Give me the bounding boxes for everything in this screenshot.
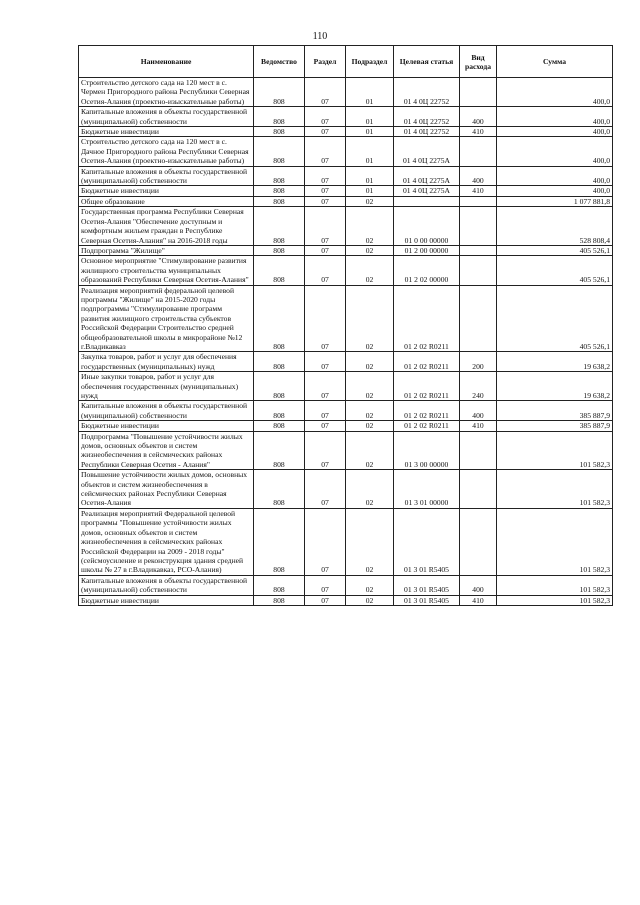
cell-target-article: 01 4 0Ц 2275А (394, 186, 460, 196)
cell-name: Бюджетные инвестиции (79, 127, 254, 137)
cell-target-article: 01 4 0Ц 22752 (394, 78, 460, 107)
cell-name: Капитальные вложения в объекты государственной (муниципальной) собственности (79, 107, 254, 127)
table-row (79, 421, 613, 431)
cell-department: 808 (254, 186, 305, 196)
cell-sum: 101 582,3 (497, 575, 613, 595)
cell-section: 07 (305, 127, 346, 137)
cell-section: 07 (305, 431, 346, 470)
cell-department: 808 (254, 470, 305, 509)
table-row (79, 401, 613, 421)
cell-sum: 19 638,2 (497, 372, 613, 401)
header-target-article: Целевая статья (394, 46, 460, 78)
cell-department: 808 (254, 207, 305, 246)
cell-department: 808 (254, 401, 305, 421)
cell-section: 07 (305, 352, 346, 372)
cell-department: 808 (254, 245, 305, 255)
cell-sum: 405 526,1 (497, 245, 613, 255)
cell-name: Реализация мероприятий Федеральной целевой программы "Повышение устойчивости жилых домов, основных объектов и систем жизнеобеспечения в сейсмических районах Российской Федерации на 2009 - 2018 годы" (сейсмоусиление и реконструкция здания средней школы № 27 в г.Владикавказ, РСО-Алания) (79, 508, 254, 575)
cell-department: 808 (254, 285, 305, 352)
cell-name: Основное мероприятие "Стимулирование развития жилищного строительства муниципальных образований Республики Северная Осетия-Алания" (79, 256, 254, 285)
cell-department: 808 (254, 196, 305, 206)
cell-department: 808 (254, 431, 305, 470)
header-subsection: Подраздел (346, 46, 394, 78)
cell-department: 808 (254, 78, 305, 107)
cell-expense-type (460, 285, 497, 352)
cell-section: 07 (305, 166, 346, 186)
cell-expense-type: 400 (460, 107, 497, 127)
cell-section: 07 (305, 137, 346, 166)
cell-department: 808 (254, 372, 305, 401)
cell-department: 808 (254, 421, 305, 431)
cell-sum: 101 582,3 (497, 508, 613, 575)
header-sum: Сумма (497, 46, 613, 78)
cell-sum: 101 582,3 (497, 595, 613, 605)
cell-subsection: 01 (346, 127, 394, 137)
table-row (79, 508, 613, 575)
table-row (79, 431, 613, 470)
cell-name: Бюджетные инвестиции (79, 595, 254, 605)
cell-subsection: 01 (346, 78, 394, 107)
cell-target-article: 01 2 02 R0211 (394, 352, 460, 372)
cell-subsection: 02 (346, 431, 394, 470)
cell-name: Капитальные вложения в объекты государственной (муниципальной) собственности (79, 166, 254, 186)
cell-sum: 400,0 (497, 186, 613, 196)
cell-target-article: 01 4 0Ц 2275А (394, 166, 460, 186)
table-row (79, 196, 613, 206)
cell-expense-type: 410 (460, 421, 497, 431)
cell-target-article: 01 2 02 R0211 (394, 372, 460, 401)
table-row (79, 207, 613, 246)
table-row (79, 107, 613, 127)
cell-subsection: 01 (346, 137, 394, 166)
cell-target-article: 01 3 01 R5405 (394, 575, 460, 595)
cell-sum: 19 638,2 (497, 352, 613, 372)
cell-section: 07 (305, 285, 346, 352)
cell-name: Капитальные вложения в объекты государственной (муниципальной) собственности (79, 575, 254, 595)
cell-expense-type: 200 (460, 352, 497, 372)
cell-sum: 405 526,1 (497, 285, 613, 352)
cell-section: 07 (305, 245, 346, 255)
table-row (79, 78, 613, 107)
cell-expense-type (460, 431, 497, 470)
cell-sum: 101 582,3 (497, 470, 613, 509)
header-section: Раздел (305, 46, 346, 78)
header-name: Наименование (79, 46, 254, 78)
cell-expense-type: 400 (460, 575, 497, 595)
cell-subsection: 01 (346, 186, 394, 196)
table-row (79, 575, 613, 595)
cell-expense-type (460, 256, 497, 285)
cell-sum: 405 526,1 (497, 256, 613, 285)
cell-section: 07 (305, 401, 346, 421)
cell-subsection: 02 (346, 245, 394, 255)
cell-name: Общее образование (79, 196, 254, 206)
budget-table (78, 45, 613, 606)
cell-target-article: 01 4 0Ц 22752 (394, 127, 460, 137)
cell-subsection: 02 (346, 196, 394, 206)
cell-section: 07 (305, 78, 346, 107)
cell-expense-type: 400 (460, 401, 497, 421)
cell-expense-type (460, 470, 497, 509)
cell-sum: 400,0 (497, 107, 613, 127)
cell-section: 07 (305, 508, 346, 575)
cell-name: Повышение устойчивости жилых домов, основных объектов и систем жизнеобеспечения в сейсмических районах Республики Северная Осетия-Алания (79, 470, 254, 509)
cell-target-article: 01 2 02 R0211 (394, 285, 460, 352)
cell-target-article: 01 4 0Ц 22752 (394, 107, 460, 127)
table-row (79, 352, 613, 372)
cell-subsection: 01 (346, 166, 394, 186)
table-row (79, 245, 613, 255)
cell-subsection: 02 (346, 575, 394, 595)
cell-expense-type: 410 (460, 595, 497, 605)
cell-department: 808 (254, 137, 305, 166)
cell-target-article: 01 0 00 00000 (394, 207, 460, 246)
cell-subsection: 02 (346, 285, 394, 352)
cell-subsection: 02 (346, 352, 394, 372)
cell-expense-type (460, 196, 497, 206)
cell-name: Строительство детского сада на 120 мест в с. Чермен Пригородного района Республики Северная Осетия-Алания (проектно-изыскательные работы) (79, 78, 254, 107)
cell-name: Иные закупки товаров, работ и услуг для обеспечения государственных (муниципальных) нужд (79, 372, 254, 401)
cell-section: 07 (305, 107, 346, 127)
cell-subsection: 02 (346, 508, 394, 575)
cell-name: Подпрограмма "Повышение устойчивости жилых домов, основных объектов и систем жизнеобеспечения в сейсмических районах Республики Северная Осетия - Алания" (79, 431, 254, 470)
table-header-row (79, 46, 613, 78)
table-body (79, 78, 613, 606)
cell-name: Закупка товаров, работ и услуг для обеспечения государственных (муниципальных) нужд (79, 352, 254, 372)
cell-expense-type: 410 (460, 127, 497, 137)
cell-department: 808 (254, 256, 305, 285)
table-row (79, 166, 613, 186)
cell-target-article: 01 2 00 00000 (394, 245, 460, 255)
cell-sum: 385 887,9 (497, 421, 613, 431)
cell-sum: 400,0 (497, 78, 613, 107)
cell-target-article: 01 2 02 R0211 (394, 421, 460, 431)
cell-section: 07 (305, 470, 346, 509)
cell-target-article (394, 196, 460, 206)
cell-target-article: 01 3 00 00000 (394, 431, 460, 470)
cell-target-article: 01 3 01 R5405 (394, 595, 460, 605)
cell-subsection: 02 (346, 256, 394, 285)
cell-name: Подпрограмма "Жилище" (79, 245, 254, 255)
cell-section: 07 (305, 575, 346, 595)
table-row (79, 372, 613, 401)
cell-department: 808 (254, 107, 305, 127)
cell-sum: 400,0 (497, 166, 613, 186)
cell-subsection: 02 (346, 372, 394, 401)
cell-expense-type (460, 245, 497, 255)
cell-section: 07 (305, 207, 346, 246)
cell-section: 07 (305, 196, 346, 206)
cell-target-article: 01 3 01 00000 (394, 470, 460, 509)
cell-target-article: 01 3 01 R5405 (394, 508, 460, 575)
table-row (79, 137, 613, 166)
table-row (79, 186, 613, 196)
cell-department: 808 (254, 575, 305, 595)
header-expense-type: Вид расхода (460, 46, 497, 78)
cell-expense-type: 400 (460, 166, 497, 186)
cell-subsection: 02 (346, 421, 394, 431)
table-row (79, 256, 613, 285)
cell-target-article: 01 2 02 R0211 (394, 401, 460, 421)
cell-expense-type (460, 207, 497, 246)
cell-expense-type (460, 508, 497, 575)
cell-subsection: 02 (346, 207, 394, 246)
cell-section: 07 (305, 256, 346, 285)
cell-sum: 400,0 (497, 127, 613, 137)
cell-department: 808 (254, 595, 305, 605)
cell-section: 07 (305, 595, 346, 605)
cell-department: 808 (254, 508, 305, 575)
cell-expense-type: 240 (460, 372, 497, 401)
cell-section: 07 (305, 421, 346, 431)
cell-subsection: 01 (346, 107, 394, 127)
table-row (79, 470, 613, 509)
cell-subsection: 02 (346, 595, 394, 605)
cell-section: 07 (305, 372, 346, 401)
cell-name: Реализация мероприятий федеральной целевой программы "Жилище" на 2015-2020 годы подпрограммы "Стимулирование программ развития жилищного строительства субъектов Российской Федерации Строительство средней общеобразовательной школы в микрорайоне №12 г.Владикавказ (79, 285, 254, 352)
cell-department: 808 (254, 166, 305, 186)
cell-sum: 385 887,9 (497, 401, 613, 421)
cell-expense-type: 410 (460, 186, 497, 196)
cell-department: 808 (254, 127, 305, 137)
cell-subsection: 02 (346, 401, 394, 421)
cell-name: Капитальные вложения в объекты государственной (муниципальной) собственности (79, 401, 254, 421)
cell-sum: 101 582,3 (497, 431, 613, 470)
page-number: 110 (312, 31, 328, 42)
cell-sum: 1 077 881,8 (497, 196, 613, 206)
cell-department: 808 (254, 352, 305, 372)
cell-sum: 400,0 (497, 137, 613, 166)
header-department: Ведомство (254, 46, 305, 78)
cell-target-article: 01 2 02 00000 (394, 256, 460, 285)
cell-name: Строительство детского сада на 120 мест в с. Дачное Пригородного района Республики Северная Осетия-Алания (проектно-изыскательные работы) (79, 137, 254, 166)
cell-target-article: 01 4 0Ц 2275А (394, 137, 460, 166)
table-row (79, 595, 613, 605)
cell-expense-type (460, 78, 497, 107)
cell-name: Бюджетные инвестиции (79, 421, 254, 431)
cell-name: Государственная программа Республики Северная Осетия-Алания "Обеспечение доступным и комфортным жильем граждан в Республике Северная Осетия-Алания" на 2016-2018 годы (79, 207, 254, 246)
cell-section: 07 (305, 186, 346, 196)
cell-name: Бюджетные инвестиции (79, 186, 254, 196)
table-row (79, 285, 613, 352)
cell-sum: 528 808,4 (497, 207, 613, 246)
cell-expense-type (460, 137, 497, 166)
cell-subsection: 02 (346, 470, 394, 509)
table-row (79, 127, 613, 137)
